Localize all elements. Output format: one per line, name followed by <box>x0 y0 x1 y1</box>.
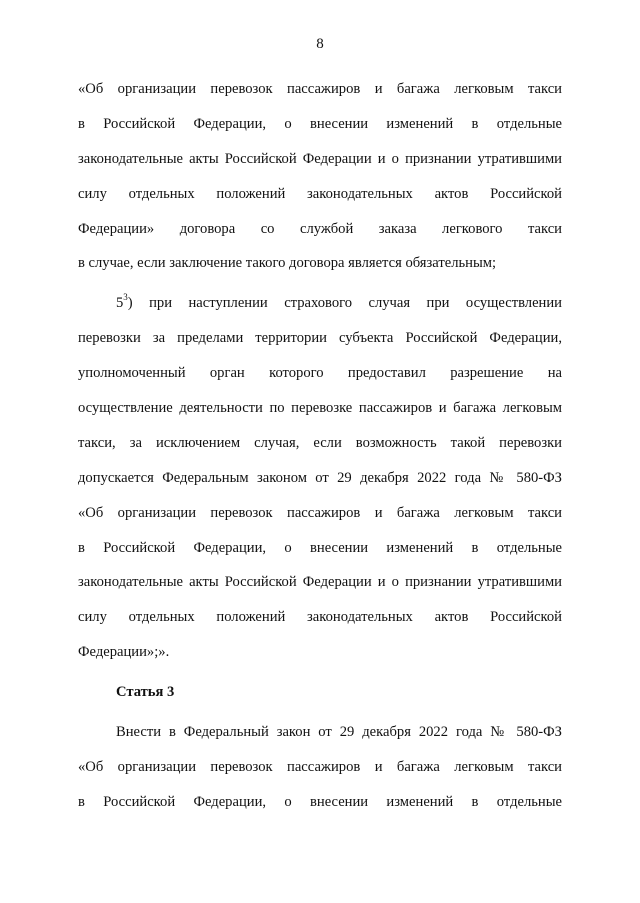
text-line: Внести в Федеральный закон от 29 декабря 2022 года № 580-ФЗ <box>116 724 562 741</box>
text-line: в Российской Федерации, о внесении изменений в отдельные <box>78 115 562 132</box>
page-number: 8 <box>316 36 324 52</box>
text-line: «Об организации перевозок пассажиров и багажа легковым такси <box>78 504 562 521</box>
text-line <box>78 286 562 321</box>
text-line: законодательные акты Российской Федерации и о признании утратившими <box>78 150 562 167</box>
text-line: силу отдельных положений законодательных актов Российской <box>78 185 562 202</box>
text-line: уполномоченный орган которого предоставил разрешение на <box>78 365 562 382</box>
text-line: Федерации» договора со службой заказа легкового такси <box>78 220 562 237</box>
article-heading: Статья 3 <box>116 684 175 701</box>
text-line: такси, за исключением случая, если возможность такой перевозки <box>78 434 562 451</box>
text-line: в Российской Федерации, о внесении изменений в отдельные <box>78 539 562 556</box>
paragraph-continuation <box>78 72 562 281</box>
item-number: 5 <box>116 295 124 312</box>
text-line: «Об организации перевозок пассажиров и багажа легковым такси <box>78 758 562 775</box>
text-line: в случае, если заключение такого договора является обязательным; <box>78 255 497 272</box>
paragraph-item-5-3 <box>78 286 562 670</box>
item-number-superscript: 3 <box>123 292 128 303</box>
text-line: перевозки за пределами территории субъекта Российской Федерации, <box>78 330 562 347</box>
text-line: законодательные акты Российской Федерации и о признании утратившими <box>78 574 562 591</box>
text-line: Федерации»;». <box>78 644 170 661</box>
paragraph-article-3 <box>78 715 562 820</box>
text-line: силу отдельных положений законодательных актов Российской <box>78 609 562 626</box>
document-body <box>78 72 562 820</box>
text-line: осуществление деятельности по перевозке пассажиров и багажа легковым <box>78 400 562 417</box>
item-first-line-text: ) при наступлении страхового случая при осуществлении <box>127 295 562 312</box>
text-line: допускается Федеральным законом от 29 декабря 2022 года № 580-ФЗ <box>78 469 562 486</box>
text-line: в Российской Федерации, о внесении изменений в отдельные <box>78 793 562 810</box>
text-line: «Об организации перевозок пассажиров и багажа легковым такси <box>78 81 562 97</box>
